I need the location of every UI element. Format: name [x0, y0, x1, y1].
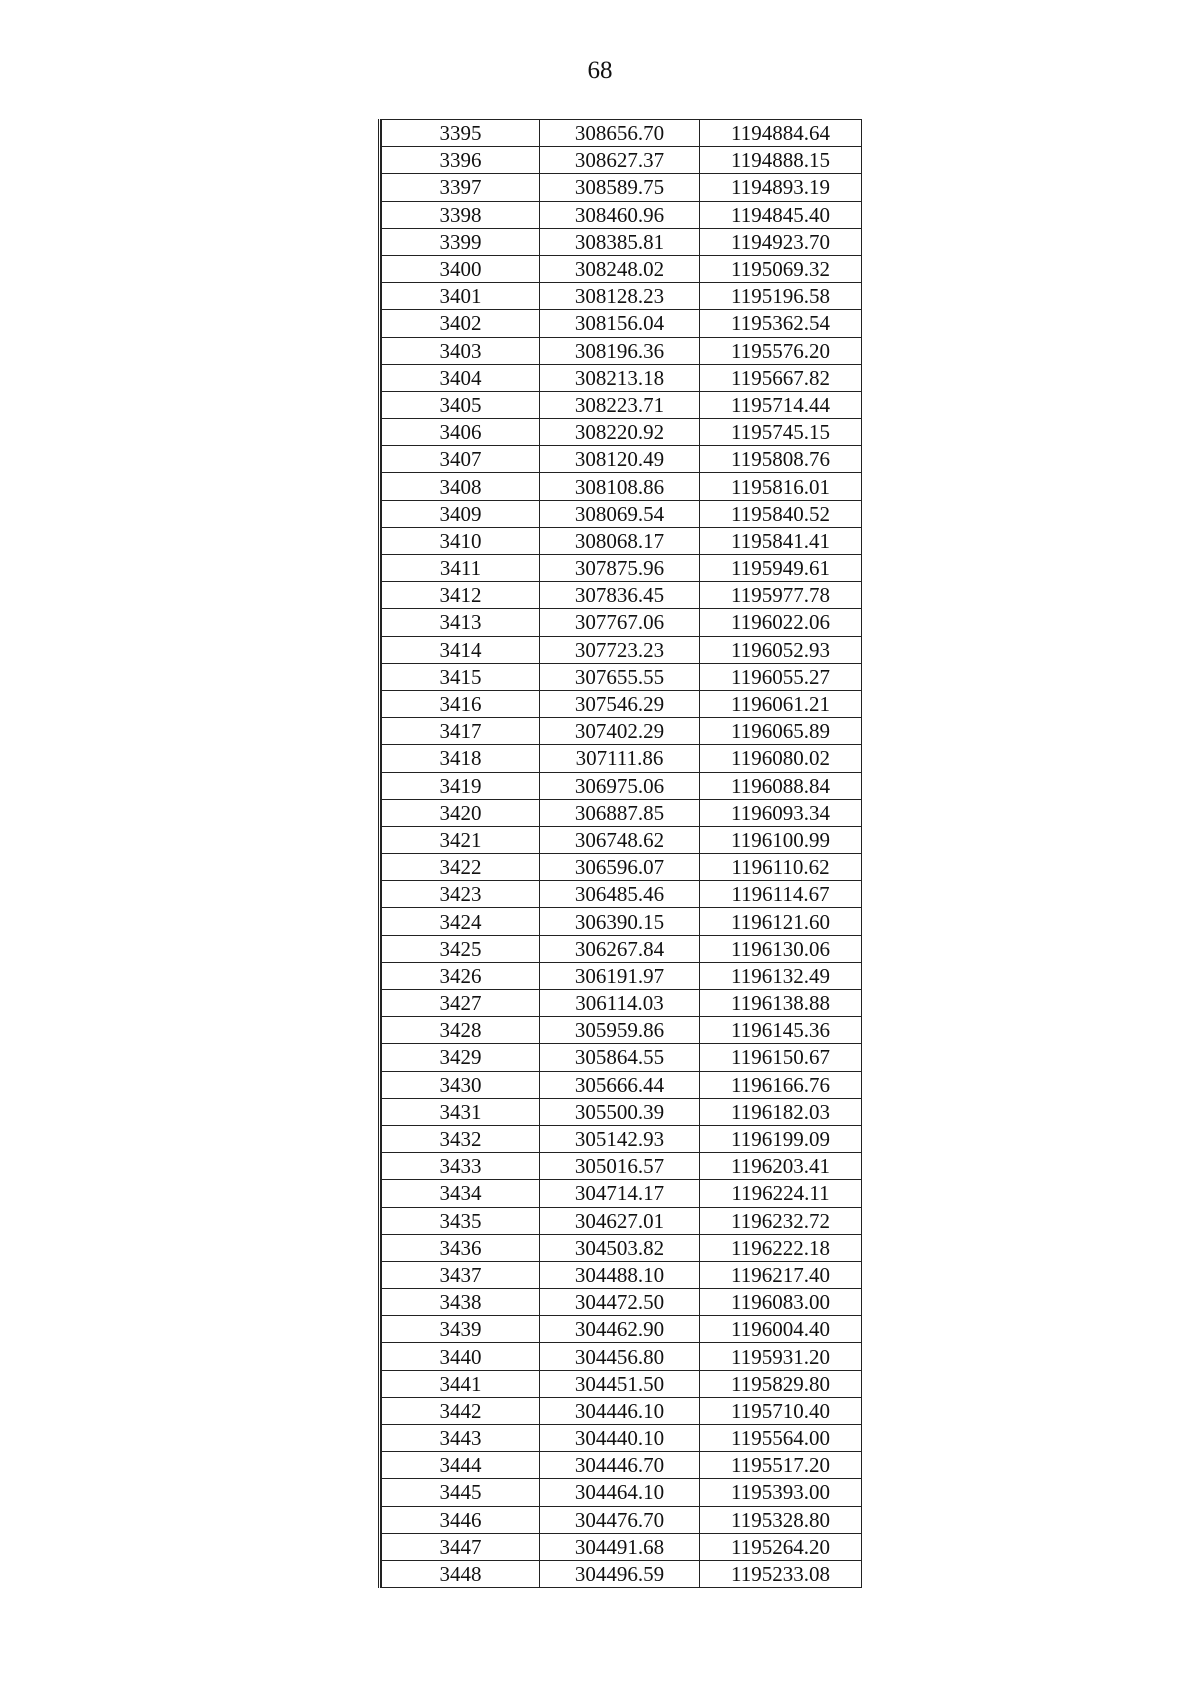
- table-row: [382, 663, 862, 690]
- point-number-cell: 3398: [382, 201, 540, 228]
- point-number-cell: 3441: [382, 1370, 540, 1397]
- point-number-cell: 3406: [382, 419, 540, 446]
- point-number-cell: 3443: [382, 1425, 540, 1452]
- point-number-cell: 3442: [382, 1397, 540, 1424]
- x-coordinate-cell: 307546.29: [540, 690, 700, 717]
- y-coordinate-cell: 1194884.64: [700, 120, 862, 147]
- y-coordinate-cell: 1195710.40: [700, 1397, 862, 1424]
- point-number-cell: 3421: [382, 826, 540, 853]
- table-row: [382, 255, 862, 282]
- point-number-cell: 3412: [382, 582, 540, 609]
- y-coordinate-cell: 1195264.20: [700, 1533, 862, 1560]
- point-number-cell: 3427: [382, 990, 540, 1017]
- table-row: [382, 1098, 862, 1125]
- x-coordinate-cell: 304440.10: [540, 1425, 700, 1452]
- x-coordinate-cell: 308460.96: [540, 201, 700, 228]
- y-coordinate-cell: 1195069.32: [700, 255, 862, 282]
- y-coordinate-cell: 1196065.89: [700, 718, 862, 745]
- y-coordinate-cell: 1196130.06: [700, 935, 862, 962]
- y-coordinate-cell: 1196132.49: [700, 962, 862, 989]
- x-coordinate-cell: 307875.96: [540, 555, 700, 582]
- point-number-cell: 3405: [382, 391, 540, 418]
- table-row: [382, 1017, 862, 1044]
- x-coordinate-cell: 306748.62: [540, 826, 700, 853]
- x-coordinate-cell: 305666.44: [540, 1071, 700, 1098]
- y-coordinate-cell: 1196150.67: [700, 1044, 862, 1071]
- x-coordinate-cell: 306887.85: [540, 799, 700, 826]
- x-coordinate-cell: 304496.59: [540, 1560, 700, 1587]
- y-coordinate-cell: 1196114.67: [700, 881, 862, 908]
- x-coordinate-cell: 304451.50: [540, 1370, 700, 1397]
- x-coordinate-cell: 305864.55: [540, 1044, 700, 1071]
- table-row: [382, 962, 862, 989]
- y-coordinate-cell: 1195576.20: [700, 337, 862, 364]
- y-coordinate-cell: 1196088.84: [700, 772, 862, 799]
- table-row: [382, 228, 862, 255]
- y-coordinate-cell: 1195977.78: [700, 582, 862, 609]
- point-number-cell: 3447: [382, 1533, 540, 1560]
- point-number-cell: 3433: [382, 1153, 540, 1180]
- y-coordinate-cell: 1196100.99: [700, 826, 862, 853]
- point-number-cell: 3416: [382, 690, 540, 717]
- x-coordinate-cell: 304462.90: [540, 1316, 700, 1343]
- point-number-cell: 3395: [382, 120, 540, 147]
- x-coordinate-cell: 304446.70: [540, 1452, 700, 1479]
- table-row: [382, 1180, 862, 1207]
- y-coordinate-cell: 1196224.11: [700, 1180, 862, 1207]
- point-number-cell: 3424: [382, 908, 540, 935]
- y-coordinate-cell: 1195714.44: [700, 391, 862, 418]
- y-coordinate-cell: 1194923.70: [700, 228, 862, 255]
- point-number-cell: 3423: [382, 881, 540, 908]
- x-coordinate-cell: 305016.57: [540, 1153, 700, 1180]
- y-coordinate-cell: 1195829.80: [700, 1370, 862, 1397]
- point-number-cell: 3435: [382, 1207, 540, 1234]
- point-number-cell: 3434: [382, 1180, 540, 1207]
- y-coordinate-cell: 1196166.76: [700, 1071, 862, 1098]
- x-coordinate-cell: 305142.93: [540, 1125, 700, 1152]
- x-coordinate-cell: 308385.81: [540, 228, 700, 255]
- table-row: [382, 1533, 862, 1560]
- point-number-cell: 3432: [382, 1125, 540, 1152]
- point-number-cell: 3438: [382, 1289, 540, 1316]
- y-coordinate-cell: 1196052.93: [700, 636, 862, 663]
- table-row: [382, 391, 862, 418]
- point-number-cell: 3411: [382, 555, 540, 582]
- table-row: [382, 527, 862, 554]
- table-row: [382, 799, 862, 826]
- point-number-cell: 3444: [382, 1452, 540, 1479]
- x-coordinate-cell: 304503.82: [540, 1234, 700, 1261]
- x-coordinate-cell: 306596.07: [540, 854, 700, 881]
- point-number-cell: 3399: [382, 228, 540, 255]
- x-coordinate-cell: 304491.68: [540, 1533, 700, 1560]
- table-row: [382, 1044, 862, 1071]
- x-coordinate-cell: 307111.86: [540, 745, 700, 772]
- y-coordinate-cell: 1196232.72: [700, 1207, 862, 1234]
- y-coordinate-cell: 1196203.41: [700, 1153, 862, 1180]
- table-row: [382, 1316, 862, 1343]
- x-coordinate-cell: 306975.06: [540, 772, 700, 799]
- table-row: [382, 500, 862, 527]
- table-row: [382, 1207, 862, 1234]
- point-number-cell: 3446: [382, 1506, 540, 1533]
- table-row: [382, 1343, 862, 1370]
- table-row: [382, 1479, 862, 1506]
- x-coordinate-cell: 307723.23: [540, 636, 700, 663]
- table-row: [382, 745, 862, 772]
- table-row: [382, 364, 862, 391]
- point-number-cell: 3436: [382, 1234, 540, 1261]
- point-number-cell: 3439: [382, 1316, 540, 1343]
- table-row: [382, 718, 862, 745]
- y-coordinate-cell: 1195949.61: [700, 555, 862, 582]
- x-coordinate-cell: 308223.71: [540, 391, 700, 418]
- table-row: [382, 201, 862, 228]
- y-coordinate-cell: 1196022.06: [700, 609, 862, 636]
- x-coordinate-cell: 307402.29: [540, 718, 700, 745]
- table-row: [382, 826, 862, 853]
- y-coordinate-cell: 1196222.18: [700, 1234, 862, 1261]
- x-coordinate-cell: 308589.75: [540, 174, 700, 201]
- y-coordinate-cell: 1196004.40: [700, 1316, 862, 1343]
- point-number-cell: 3420: [382, 799, 540, 826]
- point-number-cell: 3445: [382, 1479, 540, 1506]
- y-coordinate-cell: 1195564.00: [700, 1425, 862, 1452]
- point-number-cell: 3418: [382, 745, 540, 772]
- table-row: [382, 337, 862, 364]
- table-row: [382, 1397, 862, 1424]
- y-coordinate-cell: 1194845.40: [700, 201, 862, 228]
- point-number-cell: 3425: [382, 935, 540, 962]
- point-number-cell: 3431: [382, 1098, 540, 1125]
- table-row: [382, 1370, 862, 1397]
- table-row: [382, 772, 862, 799]
- point-number-cell: 3414: [382, 636, 540, 663]
- point-number-cell: 3396: [382, 147, 540, 174]
- point-number-cell: 3409: [382, 500, 540, 527]
- point-number-cell: 3426: [382, 962, 540, 989]
- y-coordinate-cell: 1195840.52: [700, 500, 862, 527]
- table-row: [382, 908, 862, 935]
- x-coordinate-cell: 306191.97: [540, 962, 700, 989]
- point-number-cell: 3429: [382, 1044, 540, 1071]
- y-coordinate-cell: 1196199.09: [700, 1125, 862, 1152]
- y-coordinate-cell: 1195196.58: [700, 283, 862, 310]
- x-coordinate-cell: 306485.46: [540, 881, 700, 908]
- table-row: [382, 419, 862, 446]
- y-coordinate-cell: 1195745.15: [700, 419, 862, 446]
- x-coordinate-cell: 306267.84: [540, 935, 700, 962]
- table-row: [382, 473, 862, 500]
- table-row: [382, 1125, 862, 1152]
- point-number-cell: 3428: [382, 1017, 540, 1044]
- table-row: [382, 854, 862, 881]
- table-row: [382, 1261, 862, 1288]
- y-coordinate-cell: 1195808.76: [700, 446, 862, 473]
- point-number-cell: 3448: [382, 1560, 540, 1587]
- page-number: 68: [587, 57, 613, 84]
- x-coordinate-cell: 308068.17: [540, 527, 700, 554]
- x-coordinate-cell: 304464.10: [540, 1479, 700, 1506]
- y-coordinate-cell: 1196217.40: [700, 1261, 862, 1288]
- table-row: [382, 582, 862, 609]
- y-coordinate-cell: 1195328.80: [700, 1506, 862, 1533]
- x-coordinate-cell: 304472.50: [540, 1289, 700, 1316]
- y-coordinate-cell: 1195667.82: [700, 364, 862, 391]
- x-coordinate-cell: 307767.06: [540, 609, 700, 636]
- y-coordinate-cell: 1195393.00: [700, 1479, 862, 1506]
- point-number-cell: 3413: [382, 609, 540, 636]
- y-coordinate-cell: 1196093.34: [700, 799, 862, 826]
- table-row: [382, 636, 862, 663]
- point-number-cell: 3401: [382, 283, 540, 310]
- table-row: [382, 1289, 862, 1316]
- table-row: [382, 1234, 862, 1261]
- point-number-cell: 3407: [382, 446, 540, 473]
- y-coordinate-cell: 1195816.01: [700, 473, 862, 500]
- table-row: [382, 1153, 862, 1180]
- table-row: [382, 446, 862, 473]
- point-number-cell: 3437: [382, 1261, 540, 1288]
- x-coordinate-cell: 308120.49: [540, 446, 700, 473]
- y-coordinate-cell: 1196121.60: [700, 908, 862, 935]
- y-coordinate-cell: 1196110.62: [700, 854, 862, 881]
- x-coordinate-cell: 308248.02: [540, 255, 700, 282]
- x-coordinate-cell: 308069.54: [540, 500, 700, 527]
- table-row: [382, 609, 862, 636]
- table-row: [382, 1071, 862, 1098]
- x-coordinate-cell: 308627.37: [540, 147, 700, 174]
- y-coordinate-cell: 1196055.27: [700, 663, 862, 690]
- y-coordinate-cell: 1196061.21: [700, 690, 862, 717]
- table-row: [382, 1560, 862, 1587]
- x-coordinate-cell: 308128.23: [540, 283, 700, 310]
- x-coordinate-cell: 304627.01: [540, 1207, 700, 1234]
- y-coordinate-cell: 1196182.03: [700, 1098, 862, 1125]
- x-coordinate-cell: 304488.10: [540, 1261, 700, 1288]
- y-coordinate-cell: 1194888.15: [700, 147, 862, 174]
- point-number-cell: 3400: [382, 255, 540, 282]
- point-number-cell: 3402: [382, 310, 540, 337]
- y-coordinate-cell: 1196145.36: [700, 1017, 862, 1044]
- y-coordinate-cell: 1194893.19: [700, 174, 862, 201]
- point-number-cell: 3404: [382, 364, 540, 391]
- x-coordinate-cell: 308220.92: [540, 419, 700, 446]
- point-number-cell: 3410: [382, 527, 540, 554]
- point-number-cell: 3415: [382, 663, 540, 690]
- x-coordinate-cell: 308108.86: [540, 473, 700, 500]
- y-coordinate-cell: 1195517.20: [700, 1452, 862, 1479]
- x-coordinate-cell: 308213.18: [540, 364, 700, 391]
- coordinates-table-frame: [378, 119, 862, 1588]
- x-coordinate-cell: 304476.70: [540, 1506, 700, 1533]
- y-coordinate-cell: 1195362.54: [700, 310, 862, 337]
- point-number-cell: 3440: [382, 1343, 540, 1370]
- x-coordinate-cell: 308156.04: [540, 310, 700, 337]
- table-row: [382, 881, 862, 908]
- y-coordinate-cell: 1196083.00: [700, 1289, 862, 1316]
- x-coordinate-cell: 304456.80: [540, 1343, 700, 1370]
- x-coordinate-cell: 307655.55: [540, 663, 700, 690]
- table-row: [382, 1452, 862, 1479]
- y-coordinate-cell: 1195841.41: [700, 527, 862, 554]
- x-coordinate-cell: 304714.17: [540, 1180, 700, 1207]
- table-row: [382, 555, 862, 582]
- table-row: [382, 690, 862, 717]
- table-row: [382, 174, 862, 201]
- point-number-cell: 3422: [382, 854, 540, 881]
- x-coordinate-cell: 306390.15: [540, 908, 700, 935]
- coordinates-table-body: [382, 120, 862, 1588]
- coordinates-table: [381, 119, 862, 1588]
- x-coordinate-cell: 308656.70: [540, 120, 700, 147]
- table-row: [382, 310, 862, 337]
- table-row: [382, 990, 862, 1017]
- point-number-cell: 3430: [382, 1071, 540, 1098]
- y-coordinate-cell: 1196080.02: [700, 745, 862, 772]
- x-coordinate-cell: 306114.03: [540, 990, 700, 1017]
- table-row: [382, 283, 862, 310]
- point-number-cell: 3419: [382, 772, 540, 799]
- point-number-cell: 3417: [382, 718, 540, 745]
- x-coordinate-cell: 307836.45: [540, 582, 700, 609]
- table-row: [382, 1425, 862, 1452]
- y-coordinate-cell: 1196138.88: [700, 990, 862, 1017]
- x-coordinate-cell: 304446.10: [540, 1397, 700, 1424]
- table-row: [382, 120, 862, 147]
- point-number-cell: 3408: [382, 473, 540, 500]
- point-number-cell: 3397: [382, 174, 540, 201]
- y-coordinate-cell: 1195233.08: [700, 1560, 862, 1587]
- table-row: [382, 147, 862, 174]
- x-coordinate-cell: 305959.86: [540, 1017, 700, 1044]
- x-coordinate-cell: 305500.39: [540, 1098, 700, 1125]
- table-row: [382, 935, 862, 962]
- y-coordinate-cell: 1195931.20: [700, 1343, 862, 1370]
- point-number-cell: 3403: [382, 337, 540, 364]
- x-coordinate-cell: 308196.36: [540, 337, 700, 364]
- table-row: [382, 1506, 862, 1533]
